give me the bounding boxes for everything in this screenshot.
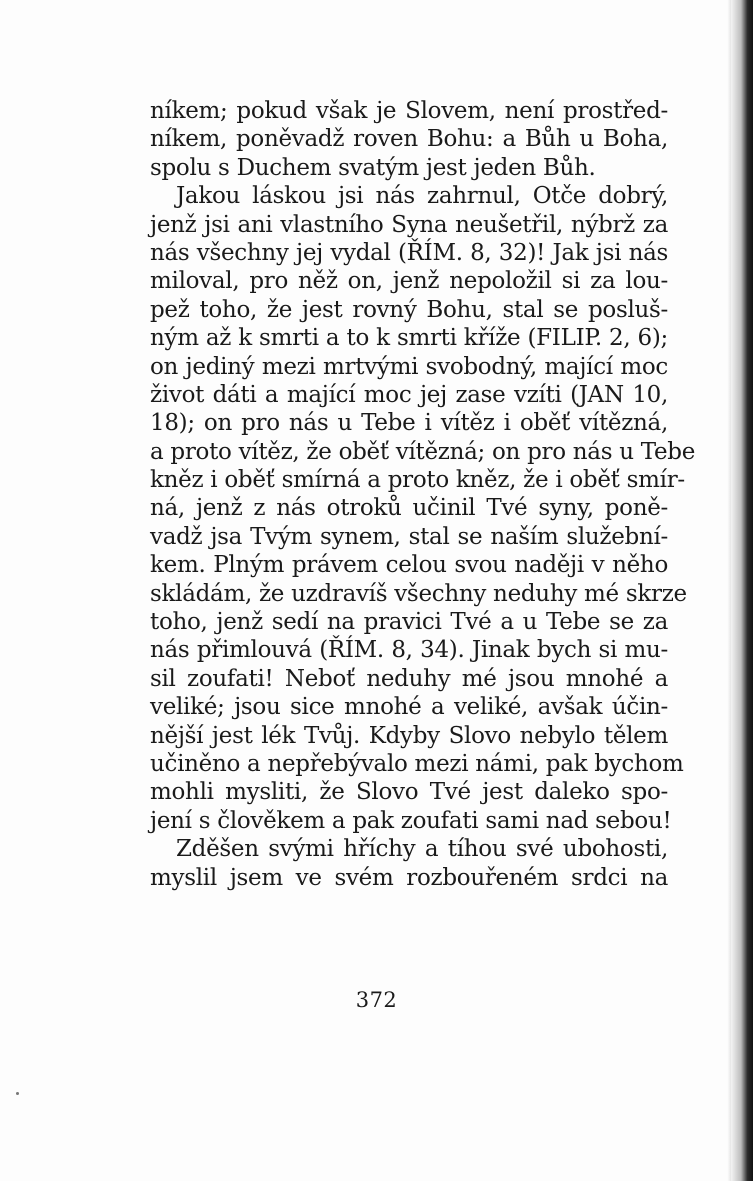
text-line: kem. Plným právem celou svou naději v něho xyxy=(150,552,668,579)
text-line: pež toho, že jest rovný Bohu, stal se posluš- xyxy=(150,296,668,323)
text-line: kněz i oběť smírná a proto kněz, že i oběť smír- xyxy=(150,467,685,494)
text-line: a proto vítěz, že oběť vítězná; on pro nás u Tebe xyxy=(150,438,696,465)
page-number: 372 xyxy=(355,988,398,1012)
text-line: toho, jenž sedí na pravici Tvé a u Tebe se za xyxy=(150,609,668,636)
body-text xyxy=(150,97,696,892)
text-line: on jediný mezi mrtvými svobodný, mající moc xyxy=(150,353,668,380)
text-line: níkem, poněvadž roven Bohu: a Bůh u Boha, xyxy=(150,126,668,153)
text-line: 18); on pro nás u Tebe i vítěz i oběť vítězná, xyxy=(150,410,668,437)
text-line: mohli mysliti, že Slovo Tvé jest daleko spo- xyxy=(150,779,668,806)
text-line: učiněno a nepřebývalo mezi námi, pak bychom xyxy=(150,750,684,777)
text-line: Zděšen svými hříchy a tíhou své ubohosti, xyxy=(176,836,668,863)
text-line: ným až k smrti a to k smrti kříže (FILIP. 2, 6); xyxy=(150,325,668,352)
text-line: jení s člověkem a pak zoufati sami nad sebou! xyxy=(150,807,672,834)
text-line: veliké; jsou sice mnohé a veliké, avšak účin- xyxy=(150,694,668,721)
text-line: nější jest lék Tvůj. Kdyby Slovo nebylo tělem xyxy=(150,722,668,749)
text-line: vadž jsa Tvým synem, stal se naším služební- xyxy=(150,523,668,550)
text-line: nás přimlouvá (ŘÍM. 8, 34). Jinak bych si mu- xyxy=(150,637,668,664)
text-line: myslil jsem ve svém rozbouřeném srdci na xyxy=(150,864,668,891)
text-line: život dáti a mající moc jej zase vzíti (JAN 10, xyxy=(150,381,668,408)
text-line: ná, jenž z nás otroků učinil Tvé syny, poně- xyxy=(150,495,668,522)
text-line: nás všechny jej vydal (ŘÍM. 8, 32)! Jak jsi nás xyxy=(150,239,668,266)
text-line: níkem; pokud však je Slovem, není prostřed- xyxy=(150,98,668,124)
scan-speck xyxy=(16,1092,19,1095)
text-line: Jakou láskou jsi nás zahrnul, Otče dobrý, xyxy=(176,183,668,210)
text-line: jenž jsi ani vlastního Syna neušetřil, nýbrž za xyxy=(150,211,668,238)
text-line: miloval, pro něž on, jenž nepoložil si za lou- xyxy=(150,268,668,295)
text-line: skládám, že uzdravíš všechny neduhy mé skrze xyxy=(150,580,687,607)
text-line: sil zoufati! Neboť neduhy mé jsou mnohé a xyxy=(150,665,668,692)
text-line: spolu s Duchem svatým jest jeden Bůh. xyxy=(150,154,596,181)
